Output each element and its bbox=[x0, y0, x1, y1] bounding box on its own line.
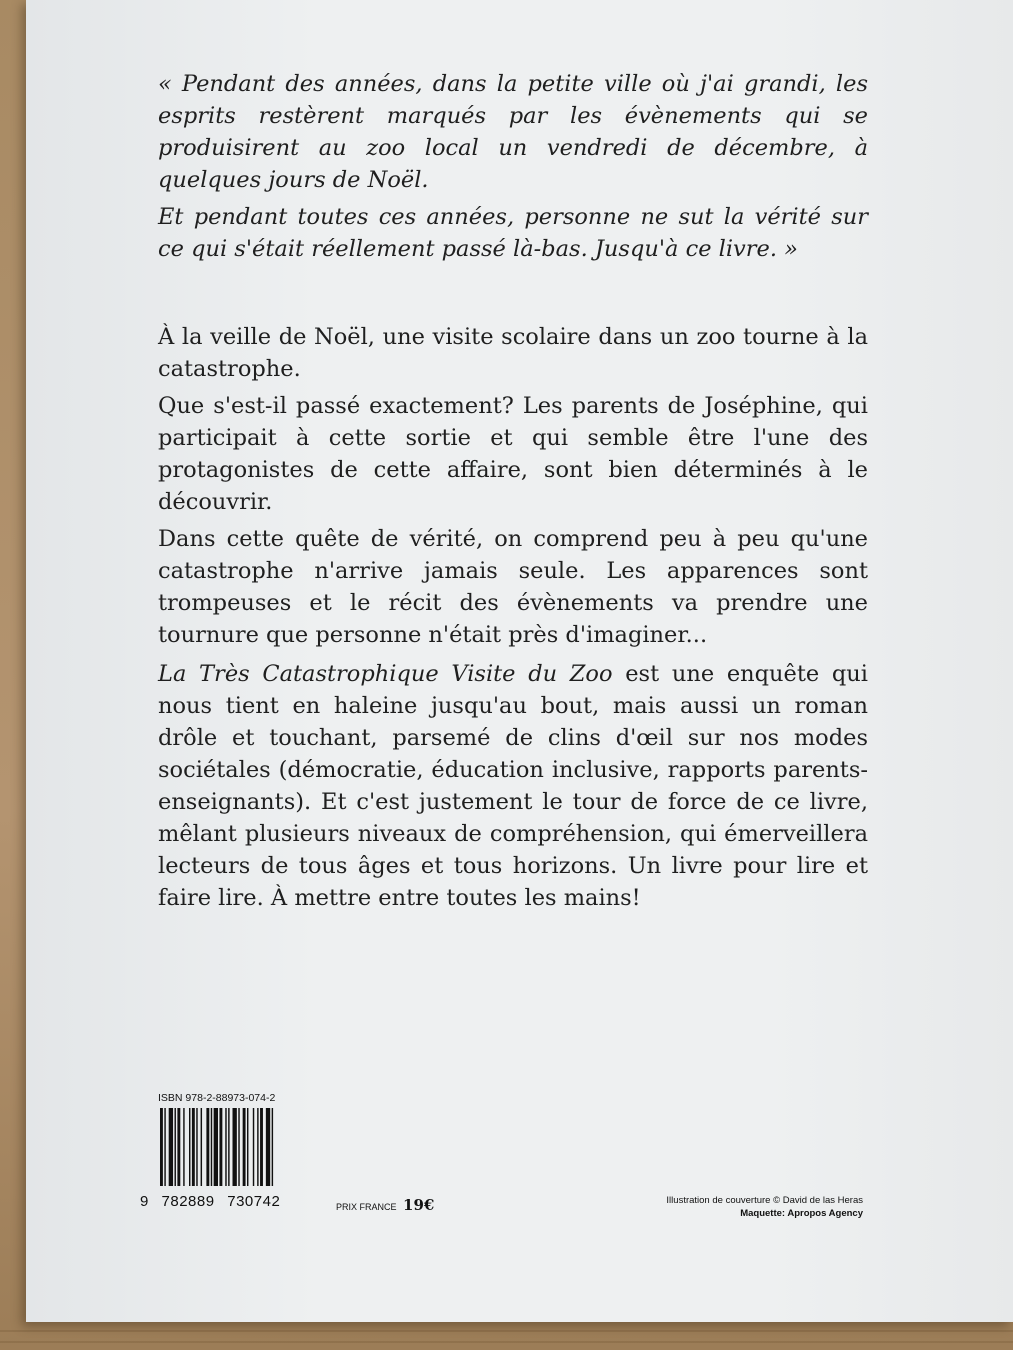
book-back-cover bbox=[26, 0, 1013, 1322]
summary-section bbox=[158, 321, 868, 656]
barcode-digits bbox=[140, 1193, 288, 1210]
review-section bbox=[158, 658, 868, 919]
summary-paragraph-3: Dans cette quête de vérité, on comprend peu à peu qu'une catastrophe n'arrive jamais seule. Les apparences sont trompeuses et le récit des évènements va prendre une tournure que personne n'était près d'imaginer... bbox=[158, 526, 868, 648]
barcode-digit-group-2: 730742 bbox=[227, 1193, 281, 1210]
credits bbox=[648, 1194, 863, 1220]
review-text: est une enquête qui nous tient en haleine jusqu'au bout, mais aussi un roman drôle et touchant, parsemé de clins d'œil sur nos modes sociétales (démocratie, éducation inclusive, rapports parents-enseignants). Et c'est justement le tour de force de ce livre, mêlant plusieurs niveaux de compréhension, qui émerveillera lecteurs de tous âges et tous horizons. Un livre pour lire et faire lire. À mettre entre toutes les mains! bbox=[158, 661, 868, 911]
layout-credit: Maquette: Apropos Agency bbox=[740, 1208, 863, 1219]
price-value: 19€ bbox=[403, 1196, 435, 1214]
price-label: PRIX FRANCE bbox=[336, 1202, 397, 1212]
summary-paragraph-2: Que s'est-il passé exactement? Les parents de Joséphine, qui participait à cette sortie et qui semble être l'une des protagonistes de cette affaire, sont bien déterminés à le découvrir. bbox=[158, 393, 868, 515]
quote-paragraph-2: Et pendant toutes ces années, personne ne sut la vérité sur ce qui s'était réellement passé là-bas. Jusqu'à ce livre. » bbox=[158, 204, 868, 262]
price-tag bbox=[336, 1196, 434, 1214]
review-paragraph bbox=[158, 658, 868, 914]
quote-paragraph-1: « Pendant des années, dans la petite ville où j'ai grandi, les esprits restèrent marqués par les évènements qui se produisirent au zoo local un vendredi de décembre, à quelques jours de Noël. bbox=[158, 71, 868, 193]
illustration-credit: Illustration de couverture © David de las Heras bbox=[666, 1195, 863, 1206]
isbn-label: ISBN 978-2-88973-074-2 bbox=[158, 1092, 276, 1104]
barcode-digit-prefix: 9 bbox=[140, 1193, 149, 1210]
back-cover-quote bbox=[158, 68, 868, 270]
barcode-digit-group-1: 782889 bbox=[161, 1193, 215, 1210]
barcode-image bbox=[160, 1108, 308, 1186]
book-title: La Très Catastrophique Visite du Zoo bbox=[158, 661, 613, 687]
summary-paragraph-1: À la veille de Noël, une visite scolaire dans un zoo tourne à la catastrophe. bbox=[158, 324, 868, 382]
